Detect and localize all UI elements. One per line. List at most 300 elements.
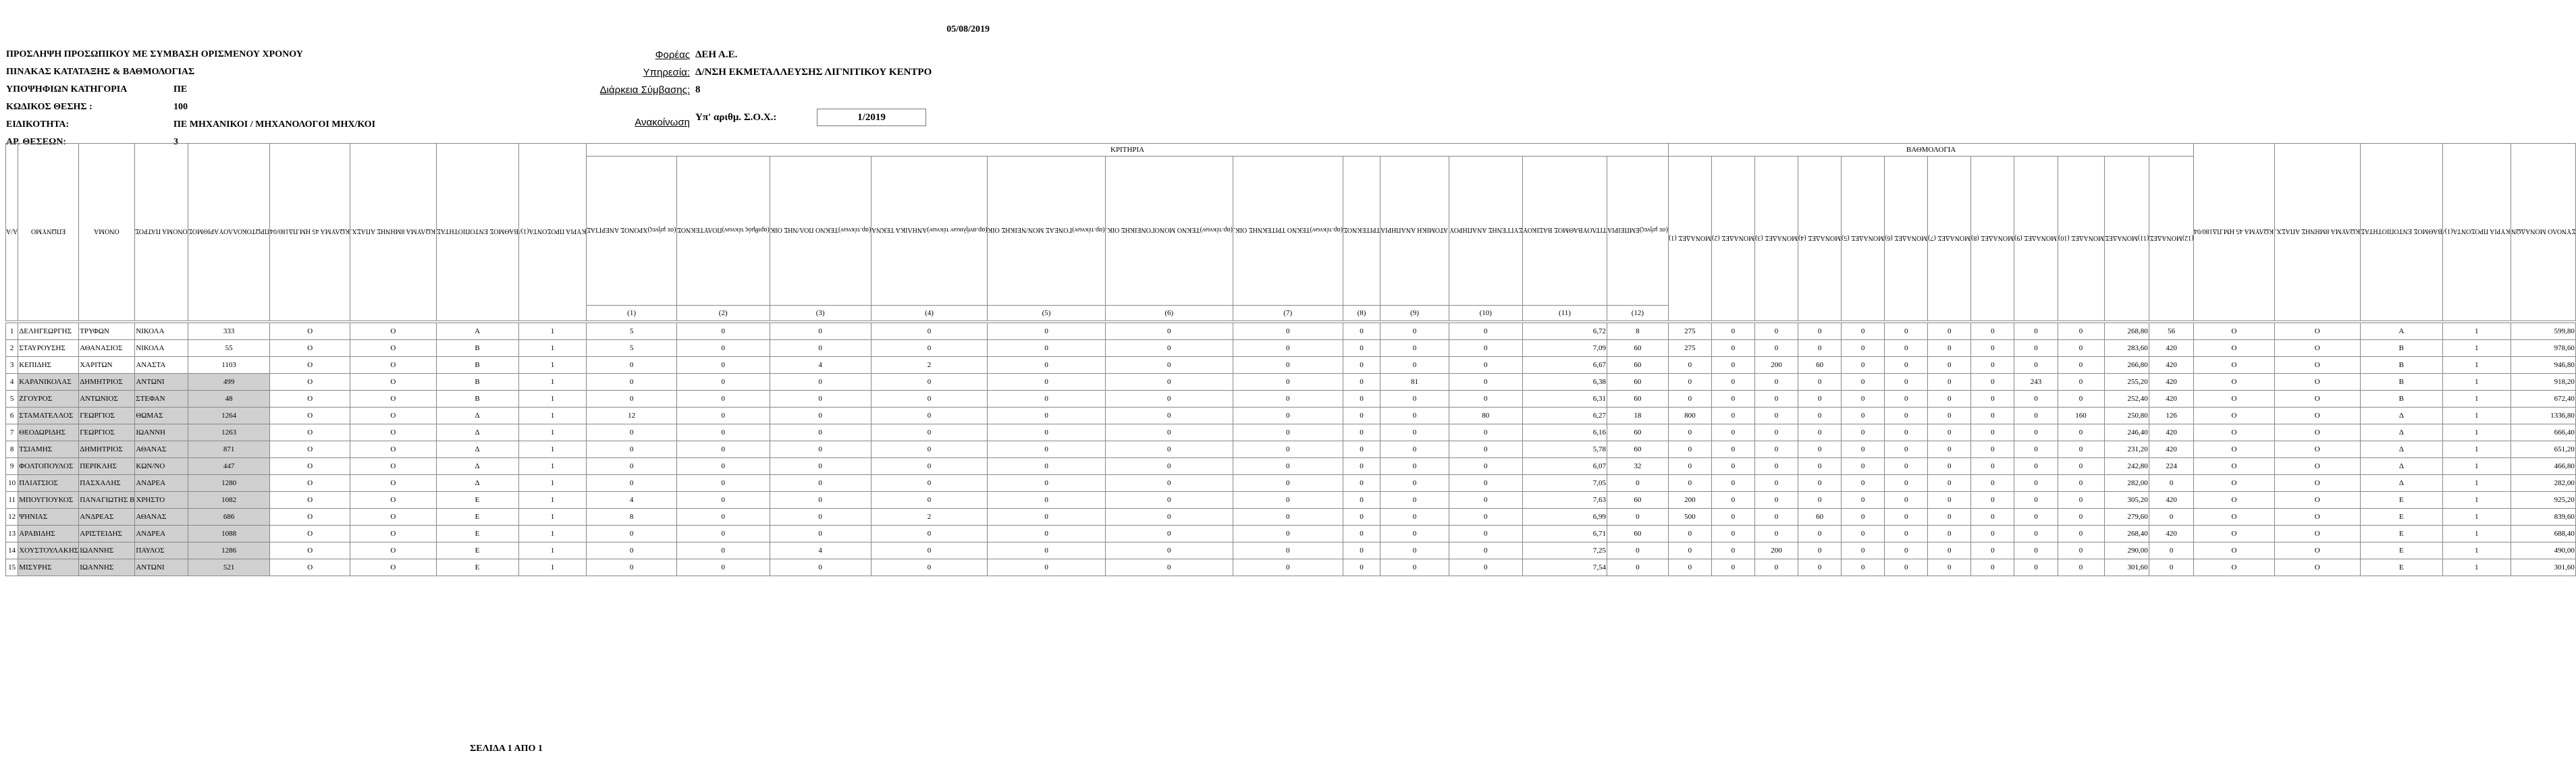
column-header-line: ΤΡΙΤΕΚΝΟΣ — [1343, 226, 1380, 233]
column-header — [1607, 157, 1668, 306]
table-cell: 1 — [518, 509, 587, 526]
table-cell: 5,78 — [1523, 441, 1607, 458]
table-cell: Ο — [350, 509, 436, 526]
table-cell: 0 — [1449, 559, 1523, 576]
table-cell: 0 — [587, 559, 677, 576]
table-cell: 0 — [1105, 509, 1233, 526]
table-cell: 0 — [1607, 475, 1668, 492]
table-cell: Β — [436, 357, 518, 374]
table-cell: 0 — [1711, 475, 1754, 492]
table-cell: 60 — [1607, 391, 1668, 408]
table-cell: 6,31 — [1523, 391, 1607, 408]
column-header-line: ΑΝΗΛΙΚΑ ΤΕΚΝΑ — [871, 226, 928, 233]
table-cell: ΔΗΜΗΤΡΙΟΣ — [79, 374, 135, 391]
table-cell: 60 — [1607, 441, 1668, 458]
table-cell: 0 — [1668, 357, 1711, 374]
header-left-label: ΠΙΝΑΚΑΣ ΚΑΤΑΤΑΞΗΣ & ΒΑΘΜΟΛΟΓΙΑΣ — [6, 67, 195, 77]
column-header-line: ΜΟΝΑΔΕΣ (5) — [1842, 233, 1885, 242]
column-header-label — [2511, 227, 2575, 235]
table-cell: 1103 — [188, 357, 270, 374]
table-cell: 420 — [2149, 526, 2194, 542]
table-cell: ΓΕΩΡΓΙΟΣ — [79, 424, 135, 441]
table-cell: Ο — [270, 526, 350, 542]
table-cell: 0 — [676, 374, 770, 391]
table-cell: 0 — [1798, 458, 1842, 475]
column-header — [1523, 157, 1607, 306]
table-cell: 200 — [1668, 492, 1711, 509]
table-row — [6, 441, 2576, 458]
table-cell: Ο — [350, 424, 436, 441]
table-cell: 0 — [1928, 492, 1971, 509]
table-cell: 0 — [1754, 509, 1798, 526]
table-cell: 6,67 — [1523, 357, 1607, 374]
column-header-label — [988, 226, 1104, 233]
column-header-line: ΠΡΩΤΟΚΟΛΛΟΥ — [219, 227, 270, 235]
column-header-line: ΚΩΛΥΜΑ 45 ΗΜ.ΠΔ180/04 — [2194, 227, 2274, 235]
table-cell: Ο — [2274, 323, 2360, 340]
table-cell: 0 — [1380, 526, 1449, 542]
table-cell: 0 — [1380, 559, 1449, 576]
header-left-label: ΚΩΔΙΚΟΣ ΘΕΣΗΣ : — [6, 102, 92, 112]
table-cell: 0 — [2014, 559, 2058, 576]
table-cell: 0 — [1885, 475, 1928, 492]
table-cell: 1 — [2442, 408, 2511, 424]
table-cell: 0 — [1380, 408, 1449, 424]
table-cell: 60 — [1798, 509, 1842, 526]
table-row — [6, 408, 2576, 424]
header-left-row — [6, 81, 375, 99]
table-cell: 0 — [1885, 509, 1928, 526]
table-cell: 290,00 — [2104, 542, 2149, 559]
table-cell: 599,80 — [2511, 323, 2575, 340]
table-cell: 60 — [1607, 374, 1668, 391]
column-header-line: ΜΟΝΑΔΕΣ — [2104, 233, 2138, 242]
table-cell: 0 — [1885, 458, 1928, 475]
table-cell: 0 — [1798, 424, 1842, 441]
column-header-line: ΒΑΘΜΟΣ ΕΝΤΟΠΙΟΤΗΤΑΣ — [2360, 227, 2442, 235]
table-cell: ΝΙΚΟΛΑ — [135, 323, 188, 340]
column-header-label — [519, 227, 587, 235]
table-cell: 0 — [1233, 424, 1343, 441]
table-cell: 0 — [1798, 408, 1842, 424]
table-cell: 0 — [2014, 391, 2058, 408]
table-cell: 0 — [1711, 408, 1754, 424]
table-cell: 60 — [1607, 357, 1668, 374]
table-cell: 0 — [2058, 441, 2104, 458]
table-cell: Δ — [2360, 408, 2442, 424]
table-cell: 0 — [1668, 542, 1711, 559]
table-cell: Ο — [270, 323, 350, 340]
table-cell: 1 — [518, 424, 587, 441]
table-cell: 7,54 — [1523, 559, 1607, 576]
table-cell: Δ — [436, 424, 518, 441]
column-header-label — [1885, 234, 1927, 242]
table-cell: Ε — [436, 526, 518, 542]
table-cell: 0 — [1449, 509, 1523, 526]
table-cell: 0 — [1842, 542, 1885, 559]
table-cell: 0 — [871, 408, 988, 424]
column-header-line: (σε μήνες) — [1639, 226, 1668, 233]
table-cell: 0 — [1233, 542, 1343, 559]
table-cell: 0 — [1754, 340, 1798, 357]
sox-label: Υπ' αριθμ. Σ.Ο.Χ.: — [695, 111, 777, 123]
table-cell: 0 — [1928, 391, 1971, 408]
table-cell: 0 — [1971, 475, 2014, 492]
table-cell: 0 — [988, 340, 1105, 357]
table-cell: 946,80 — [2511, 357, 2575, 374]
table-cell: 0 — [1971, 526, 2014, 542]
table-cell: ΙΩΑΝΝΗΣ — [79, 542, 135, 559]
column-header — [988, 157, 1105, 306]
table-cell: 0 — [1928, 424, 1971, 441]
table-cell: 420 — [2149, 441, 2194, 458]
table-cell: 18 — [1607, 408, 1668, 424]
table-cell: 0 — [1380, 475, 1449, 492]
table-cell: 490,00 — [2511, 542, 2575, 559]
table-cell: Ο — [350, 559, 436, 576]
table-cell: 0 — [988, 475, 1105, 492]
table-cell: ΑΡΙΣΤΕΙΔΗΣ — [79, 526, 135, 542]
table-cell: 268,40 — [2104, 526, 2149, 542]
table-cell: 420 — [2149, 391, 2194, 408]
column-number: (2) — [676, 306, 770, 321]
table-cell: 0 — [1233, 475, 1343, 492]
table-cell: 0 — [1105, 357, 1233, 374]
column-header-line: ΤΕΚΝΟ ΠΟΛ/ΝΗΣ ΟΙΚ — [770, 226, 838, 233]
table-cell: 0 — [871, 340, 988, 357]
table-cell: Ο — [350, 526, 436, 542]
table-cell: ΨΗΝΙΑΣ — [18, 509, 79, 526]
table-cell: Ο — [350, 542, 436, 559]
table-cell: ΧΑΡΙΤΩΝ — [79, 357, 135, 374]
table-cell: 1088 — [188, 526, 270, 542]
table-cell: ΘΩΜΑΣ — [135, 408, 188, 424]
column-header-label — [270, 227, 350, 235]
table-cell: 0 — [1105, 458, 1233, 475]
table-cell: Ε — [436, 559, 518, 576]
table-cell: 301,60 — [2511, 559, 2575, 576]
table-cell: Ο — [2194, 458, 2274, 475]
table-cell: 0 — [1885, 441, 1928, 458]
table-cell: 81 — [1380, 374, 1449, 391]
table-cell: 301,60 — [2104, 559, 2149, 576]
table-cell: 7,63 — [1523, 492, 1607, 509]
table-cell: ΘΕΟΔΩΡΙΔΗΣ — [18, 424, 79, 441]
column-header — [1343, 157, 1380, 306]
column-header — [1105, 157, 1233, 306]
table-cell: 0 — [1928, 475, 1971, 492]
table-cell: Ο — [2194, 559, 2274, 576]
table-cell: 6,27 — [1523, 408, 1607, 424]
table-cell: ΙΩΑΝΝΗ — [135, 424, 188, 441]
table-cell: 0 — [770, 458, 871, 475]
table-cell: ΑΝΤΩΝΙ — [135, 559, 188, 576]
column-number: (4) — [871, 306, 988, 321]
table-cell: 0 — [1105, 340, 1233, 357]
table-cell: 6 — [6, 408, 18, 424]
table-cell: 1 — [2442, 475, 2511, 492]
column-header-line: ΒΑΘΜΟΣ ΕΝΤΟΠΙΟΤΗΤΑΣ — [436, 227, 518, 235]
table-cell: 0 — [1754, 559, 1798, 576]
column-header-line: ΜΟΝΑΔΕΣ (3) — [1754, 233, 1798, 242]
table-cell: Ο — [350, 475, 436, 492]
table-cell: 4 — [587, 492, 677, 509]
table-cell: 0 — [1798, 323, 1842, 340]
table-cell: 0 — [1798, 526, 1842, 542]
table-cell: 6,99 — [1523, 509, 1607, 526]
column-header-line: ΑΡΙΘΜΟΣ — [188, 227, 219, 235]
column-header-line: ΓΟΝΕΑΣ ΜΟΝ/ΝΕΙΚΗΣ ΟΙΚ — [988, 226, 1073, 233]
table-cell: 1 — [2442, 492, 2511, 509]
header-left-value: ΠΕ ΜΗΧΑΝΙΚΟΙ / ΜΗΧΑΝΟΛΟΓΟΙ ΜΗΧ/ΚΟΙ — [173, 119, 376, 130]
table-cell: 0 — [1668, 374, 1711, 391]
table-cell: ΚΑΡΑΝΙΚΟΛΑΣ — [18, 374, 79, 391]
table-cell: 0 — [587, 441, 677, 458]
column-header-label — [31, 227, 65, 235]
table-cell: 0 — [1842, 526, 1885, 542]
table-cell: 0 — [1754, 458, 1798, 475]
column-header-label — [1842, 234, 1884, 242]
table-cell: 1 — [518, 374, 587, 391]
table-cell: 0 — [1885, 357, 1928, 374]
header-right-row — [554, 81, 999, 99]
column-header — [1754, 157, 1798, 321]
table-cell: Ο — [2194, 509, 2274, 526]
column-header-line: ΜΟΝΑΔΕΣ (9) — [2014, 233, 2058, 242]
table-cell: 0 — [988, 323, 1105, 340]
table-cell: Δ — [2360, 424, 2442, 441]
table-cell: 7,09 — [1523, 340, 1607, 357]
table-cell: ΧΟΥΣΤΟΥΛΑΚΗΣ — [18, 542, 79, 559]
table-cell: 0 — [2058, 374, 2104, 391]
table-cell: 0 — [1971, 323, 2014, 340]
table-cell: 0 — [1885, 492, 1928, 509]
header-left-label: ΠΡΟΣΛΗΨΗ ΠΡΟΣΩΠΙΚΟΥ ΜΕ ΣΥΜΒΑΣΗ ΟΡΙΣΜΕΝΟΥ ΧΡΟΝΟΥ — [6, 49, 303, 59]
column-header — [1380, 157, 1449, 306]
table-cell: 0 — [1711, 559, 1754, 576]
table-cell: 8 — [1607, 323, 1668, 340]
table-cell: 0 — [1233, 509, 1343, 526]
table-cell: 0 — [1928, 441, 1971, 458]
table-cell: 0 — [1971, 492, 2014, 509]
table-cell: 0 — [1105, 408, 1233, 424]
column-number: (5) — [988, 306, 1105, 321]
table-cell: 0 — [1711, 492, 1754, 509]
table-cell: 0 — [1105, 424, 1233, 441]
column-header-line: (12) — [2182, 233, 2194, 242]
table-row — [6, 357, 2576, 374]
table-cell: ΓΕΩΡΓΙΟΣ — [79, 408, 135, 424]
table-cell: 6,16 — [1523, 424, 1607, 441]
table-cell: 243 — [2014, 374, 2058, 391]
column-header — [676, 157, 770, 306]
table-cell: 0 — [988, 509, 1105, 526]
table-cell: 0 — [587, 526, 677, 542]
table-cell: 0 — [1668, 458, 1711, 475]
table-cell: 1 — [2442, 559, 2511, 576]
table-cell: 0 — [1380, 542, 1449, 559]
table-cell: 0 — [1343, 441, 1380, 458]
table-cell: 0 — [1885, 340, 1928, 357]
table-cell: 0 — [1668, 441, 1711, 458]
table-row — [6, 424, 2576, 441]
table-cell: 0 — [2058, 492, 2104, 509]
table-cell: Ο — [270, 357, 350, 374]
table-cell: 224 — [2149, 458, 2194, 475]
table-cell: 0 — [2014, 424, 2058, 441]
table-cell: 255,20 — [2104, 374, 2149, 391]
table-cell: 0 — [770, 408, 871, 424]
table-cell: 1 — [2442, 509, 2511, 526]
table-cell: 0 — [1885, 559, 1928, 576]
table-cell: 0 — [1754, 323, 1798, 340]
table-cell: Ε — [436, 492, 518, 509]
table-cell: 1286 — [188, 542, 270, 559]
table-cell: 0 — [1885, 424, 1928, 441]
table-cell: Δ — [436, 458, 518, 475]
header-left-label: ΑΡ. ΘΕΣΕΩΝ: — [6, 137, 67, 147]
table-cell: Δ — [2360, 441, 2442, 458]
table-cell: Ο — [270, 475, 350, 492]
table-cell: 0 — [770, 475, 871, 492]
table-cell: 0 — [1971, 441, 2014, 458]
table-cell: 0 — [1928, 408, 1971, 424]
column-header-label — [2105, 234, 2149, 242]
header-right-value: 8 — [695, 84, 701, 95]
table-cell: 0 — [1798, 340, 1842, 357]
table-cell: 0 — [1842, 374, 1885, 391]
table-cell: 0 — [1449, 526, 1523, 542]
column-header — [871, 157, 988, 306]
table-cell: 275 — [1668, 340, 1711, 357]
table-cell: 0 — [1449, 475, 1523, 492]
table-cell: 0 — [988, 559, 1105, 576]
table-cell: 0 — [770, 526, 871, 542]
table-row — [6, 542, 2576, 559]
header-right-row — [554, 63, 999, 81]
table-cell: 0 — [1971, 424, 2014, 441]
table-cell: 0 — [2014, 526, 2058, 542]
table-cell: 0 — [1449, 323, 1523, 340]
table-cell: 1 — [518, 542, 587, 559]
table-cell: Ο — [2274, 509, 2360, 526]
column-header-label — [1755, 234, 1798, 242]
column-header-label — [135, 227, 188, 235]
table-cell: 80 — [1449, 408, 1523, 424]
table-cell: ΠΕΡΙΚΛΗΣ — [79, 458, 135, 475]
table-cell: 0 — [1711, 458, 1754, 475]
table-cell: 0 — [2014, 542, 2058, 559]
table-cell: 0 — [2014, 408, 2058, 424]
table-cell: 1 — [518, 475, 587, 492]
table-cell: 0 — [587, 475, 677, 492]
table-cell: 1 — [518, 441, 587, 458]
column-header — [135, 144, 188, 321]
table-cell: 0 — [1233, 526, 1343, 542]
column-header-line: ΑΤΟΜΙΚΗ ΑΝΑΠΗΡΙΑ — [1380, 226, 1449, 233]
column-header-line: (σε μήνες) — [647, 226, 676, 233]
table-cell: 0 — [1668, 559, 1711, 576]
table-cell: 0 — [1343, 323, 1380, 340]
column-number: (6) — [1105, 306, 1233, 321]
table-cell: Δ — [2360, 458, 2442, 475]
table-cell: 0 — [1449, 542, 1523, 559]
table-cell: Ο — [2274, 458, 2360, 475]
column-number: (7) — [1233, 306, 1343, 321]
table-cell: 0 — [1343, 492, 1380, 509]
table-cell: 1 — [2442, 526, 2511, 542]
column-header — [1885, 157, 1928, 321]
table-cell: 672,40 — [2511, 391, 2575, 408]
column-header-label — [2014, 234, 2057, 242]
table-cell: 0 — [1971, 374, 2014, 391]
table-row — [6, 475, 2576, 492]
table-cell: 686 — [188, 509, 270, 526]
column-header-line: ΜΟΝΑΔΕΣ (10) — [2058, 233, 2104, 242]
column-number: (8) — [1343, 306, 1380, 321]
table-cell: ΠΑΥΛΟΣ — [135, 542, 188, 559]
column-header — [1842, 157, 1885, 321]
table-cell: Ο — [2194, 340, 2274, 357]
header-left-value: 100 — [173, 102, 188, 112]
column-header-line: ΤΕΚΝΟ ΜΟΝΟΓΟΝΕΙΚΗΣ ΟΙΚ. — [1105, 226, 1200, 233]
column-header — [1971, 157, 2014, 321]
table-cell: 499 — [188, 374, 270, 391]
table-cell: Δ — [436, 475, 518, 492]
document-date: 05/08/2019 — [946, 24, 990, 34]
table-cell: 0 — [770, 559, 871, 576]
table-cell: 0 — [2058, 424, 2104, 441]
table-cell: 0 — [587, 391, 677, 408]
table-cell: Ε — [2360, 509, 2442, 526]
column-header-line: (αρ.τέκνων) — [1310, 226, 1343, 233]
table-cell: 0 — [1928, 357, 1971, 374]
table-cell: 1 — [2442, 542, 2511, 559]
table-cell: 268,80 — [2104, 323, 2149, 340]
table-cell: 0 — [1885, 542, 1928, 559]
column-header-line: (αρ.ανήλικων τέκνων) — [927, 226, 988, 233]
table-cell: 7 — [6, 424, 18, 441]
table-cell: ΦΟΛΤΟΠΟΥΛΟΣ — [18, 458, 79, 475]
table-cell: ΑΝΔΡΕΑΣ — [79, 509, 135, 526]
table-cell: 0 — [2014, 509, 2058, 526]
table-cell: 60 — [1607, 424, 1668, 441]
table-cell: ΣΤΑΜΑΤΕΛΛΟΣ — [18, 408, 79, 424]
table-cell: 0 — [770, 424, 871, 441]
table-cell: 0 — [1971, 391, 2014, 408]
table-cell: 266,80 — [2104, 357, 2149, 374]
table-cell: ΑΘΑΝΑΣΙΟΣ — [79, 340, 135, 357]
table-cell: 0 — [1105, 441, 1233, 458]
table-cell: 0 — [1711, 357, 1754, 374]
table-row — [6, 458, 2576, 475]
table-cell: 0 — [676, 492, 770, 509]
table-cell: ΝΙΚΟΛΑ — [135, 340, 188, 357]
table-cell: Β — [2360, 357, 2442, 374]
table-cell: 420 — [2149, 340, 2194, 357]
column-header-line: ΧΡΟΝΟΣ ΑΝΕΡΓΙΑΣ — [587, 226, 648, 233]
table-cell: 6,72 — [1523, 323, 1607, 340]
table-cell: 0 — [1798, 475, 1842, 492]
table-cell: 1 — [518, 357, 587, 374]
table-cell: ΜΠΟΥΓΙΟΥΚΟΣ — [18, 492, 79, 509]
table-cell: 0 — [1380, 492, 1449, 509]
column-header-label — [871, 226, 988, 233]
table-cell: Ο — [2274, 391, 2360, 408]
table-cell: 0 — [1971, 559, 2014, 576]
table-cell: 0 — [988, 441, 1105, 458]
table-cell: Ε — [2360, 559, 2442, 576]
